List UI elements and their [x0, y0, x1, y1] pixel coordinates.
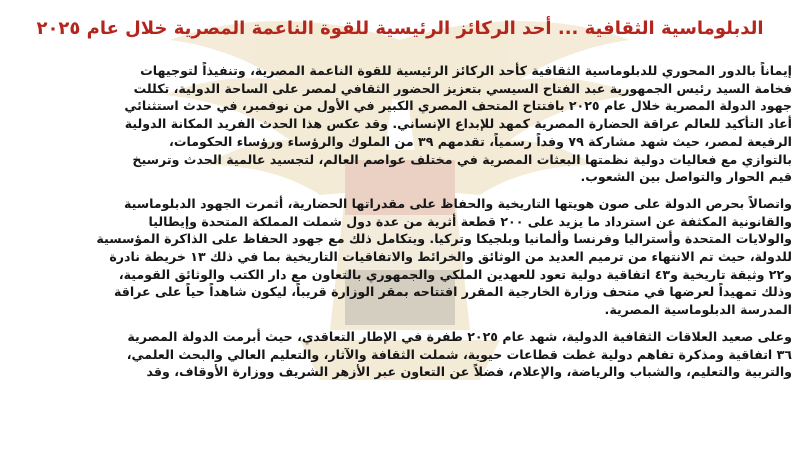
text-line: واتصالاً بحرص الدولة على صون هويتها التاريخية والحفاظ على مقدراتها الحضارية، أثمرت الجهود الدبلوماسية	[123, 195, 792, 211]
text-line: المدرسة الدبلوماسية المصرية.	[604, 302, 792, 318]
text-line: للدولة، حيث تم الانتهاء من ترميم العديد من الوثائق والخرائط والاتفاقيات التاريخية بما في ذلك ١٣ خريطة نادرة	[109, 249, 792, 265]
text-line: والقانونية المكثفة عن استرداد ما يزيد على ٢٠٠ قطعة أثرية من عدة دول شملت المملكة المتحدة وإيطاليا	[148, 213, 792, 229]
text-line: فخامة السيد رئيس الجمهورية عبد الفتاح السيسي بتعزيز الحضور الثقافي لمصر على الساحة الدولية، تكللت	[133, 80, 792, 96]
text-line: أعاد التأكيد للعالم عراقة الحضارة المصرية كمهد للإبداع الإنساني. وقد عكس هذا الحدث الفريد المكانة الدولية	[124, 116, 792, 132]
text-line: بالتوازي مع فعاليات دولية نظمتها البعثات المصرية في مختلف عواصم العالم، لتجسيد عالمية الحدث وترسيخ	[132, 151, 792, 167]
text-line: قيم الحوار والتواصل بين الشعوب.	[580, 169, 792, 185]
text-line: و٢٢ وثيقة تاريخية و٤٣ اتفاقية دولية تعود للعهدين الملكي والجمهوري بالتعاون مع دار الكتب والوثائق القومية،	[118, 266, 792, 282]
document-body	[8, 62, 792, 390]
document-title: الدبلوماسية الثقافية ... أحد الركائز الرئيسية للقوة الناعمة المصرية خلال عام ٢٠٢٥	[36, 18, 764, 39]
text-line: الرفيعة لمصر، حيث شهد مشاركة ٧٩ وفداً رسمياً، تقدمهم ٣٩ من الملوك والرؤساء ورؤساء الحكومات،	[169, 133, 792, 149]
text-line: وعلى صعيد العلاقات الثقافية الدولية، شهد عام ٢٠٢٥ طفرة في الإطار التعاقدي، حيث أبرمت الدولة المصرية	[127, 328, 792, 344]
paragraph-3	[8, 328, 792, 381]
text-line: وذلك تمهيداً لعرضها في متحف وزارة الخارجية المقرر افتتاحه بمقر الوزارة قريباً، ليكون شاهداً حياً على عراقة	[113, 284, 792, 300]
text-line: ٣٦ اتفاقية ومذكرة تفاهم دولية غطت قطاعات حيوية، شملت الثقافة والآثار، والتعليم العالي والبحث العلمي،	[126, 346, 792, 362]
text-line: والتربية والتعليم، والشباب والرياضة، والإعلام، فضلاً عن التعاون عبر الأزهر الشريف ووزارة الأوقاف، وقد	[146, 364, 792, 380]
paragraph-1	[8, 62, 792, 186]
text-line: والولايات المتحدة وأستراليا وفرنسا وألمانيا وبلجيكا وتركيا. ويتكامل ذلك مع جهود الحفاظ على الذاكرة المؤسسية	[96, 231, 792, 247]
text-line: جهود الدولة المصرية خلال عام ٢٠٢٥ بافتتاح المتحف المصري الكبير في الأول من نوفمبر، في حدث استثنائي	[124, 98, 792, 114]
paragraph-2	[8, 195, 792, 319]
text-line: إيماناً بالدور المحوري للدبلوماسية الثقافية كأحد الركائز الرئيسية للقوة الناعمة المصرية، وتنفيذاً لتوجيهات	[140, 63, 792, 78]
